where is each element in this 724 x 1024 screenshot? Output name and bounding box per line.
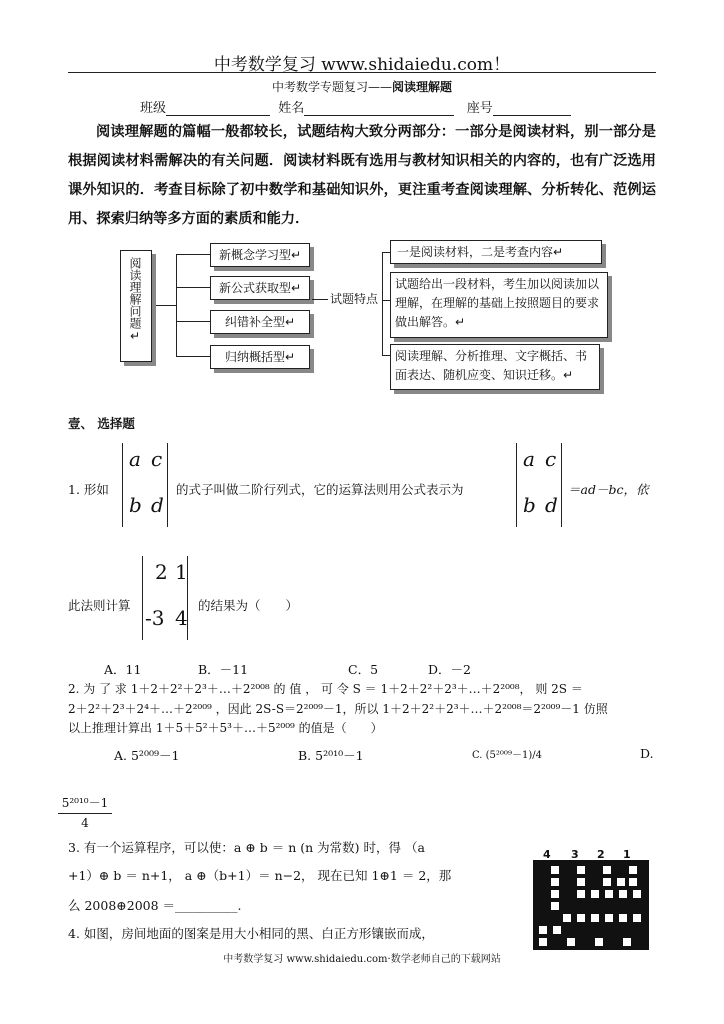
calc-a: 2 [155, 560, 168, 584]
det-a: a [129, 447, 141, 471]
type-box-4: 归纳概括型↵ [210, 345, 310, 369]
diagram-root-box [120, 250, 152, 362]
q2-line3: 以上推理计算出 1＋5＋5²＋5³＋…＋5²⁰⁰⁹ 的值是（ ） [68, 721, 383, 735]
det2-c: c [545, 447, 557, 471]
q1-option-c[interactable]: C．5 [348, 662, 379, 677]
branch-3 [176, 321, 210, 322]
col-label-1: 1 [623, 848, 631, 861]
det2-d: d [545, 493, 558, 517]
q1-option-b[interactable]: B．－11 [198, 662, 249, 677]
col-label-2: 2 [597, 848, 605, 861]
type-box-3: 纠错补全型↵ [210, 310, 310, 334]
document-subtitle [0, 78, 724, 95]
q2-option-d-fraction [58, 794, 112, 830]
fraction-denominator: 4 [81, 816, 89, 830]
note-branch-1 [382, 252, 390, 253]
branch-2 [176, 287, 210, 288]
det2-b: b [523, 493, 536, 517]
det-c: c [151, 447, 163, 471]
note-box-1: 一是阅读材料，二是考查内容↵ [390, 240, 602, 264]
q1-line2-prefix: 此法则计算 [68, 598, 131, 613]
q1-formula-determinant [516, 443, 562, 527]
calc-d: 4 [175, 606, 188, 630]
q2-option-c[interactable]: C. (5²⁰⁰⁹－1)/4 [472, 750, 542, 761]
q4-line1: 4. 如图，房间地面的图案是用大小相同的黑、白正方形镶嵌而成， [68, 926, 434, 941]
left-bracket [176, 254, 177, 357]
q2-option-d[interactable]: D. [640, 746, 654, 761]
q1-calc-determinant [142, 556, 188, 640]
note-box-3: 阅读理解、分析推理、文字概括、书面表达、随机应变、知识迁移。↵ [390, 344, 600, 390]
branch-4 [176, 356, 210, 357]
seat-label: 座号 [466, 101, 493, 116]
q2-line2: 2＋2²＋2³＋2⁴＋…＋2²⁰⁰⁹ ，因此 2S-S＝2²⁰⁰⁹－1，所以 1＋2＋2²＋2³＋…＋2²⁰⁰⁸＝2²⁰⁰⁹－1 仿照 [68, 702, 608, 716]
figure-column-labels [533, 848, 649, 860]
tile-pattern-figure [533, 848, 649, 954]
q1-formula: ＝ad－bc，依 [568, 482, 649, 497]
q1-mid-text: 的式子叫做二阶行列式，它的运算法则用公式表示为 [176, 482, 464, 497]
q1-intro: 1. 形如 [68, 482, 109, 497]
note-branch-3 [382, 355, 390, 356]
name-label: 姓名 [278, 101, 305, 116]
q3-line2: +1）⊕ b ＝ n+1， a ⊕（b+1）＝ n−2， 现在已知 1⊕1 ＝ 2，那 [68, 868, 452, 883]
q3-line1: 3. 有一个运算程序，可以使：a ⊕ b ＝ n (n 为常数) 时，得 （a [68, 840, 425, 855]
q1-determinant [122, 443, 168, 527]
note-branch-2 [382, 300, 390, 301]
page-footer: 中考数学复习 www.shidaiedu.com·数学老师自己的下载网站 [223, 954, 501, 965]
note-box-2: 试题给出一段材料，考生加以阅读加以理解，在理解的基础上按照题目的要求做出解答。↵ [390, 272, 608, 338]
intro-paragraph [68, 118, 656, 234]
header-rule [68, 72, 656, 73]
seat-blank[interactable] [493, 102, 571, 116]
det-b: b [129, 493, 142, 517]
q3-line3: 么 2008⊕2008 ＝__________. [68, 898, 242, 913]
q2-option-a[interactable]: A. 5²⁰⁰⁹－1 [114, 748, 180, 763]
q1-line2-suffix: 的结果为（ ） [198, 598, 299, 613]
calc-c: 1 [175, 560, 188, 584]
page-header: 中考数学复习 www.shidaiedu.com！ [213, 55, 511, 75]
root-connector [156, 305, 176, 306]
class-label: 班级 [140, 101, 167, 116]
q1-option-a[interactable]: A．11 [104, 662, 142, 677]
section-title: 壹、 选择题 [68, 416, 135, 431]
q1-option-d[interactable]: D．－2 [428, 662, 471, 677]
col-label-3: 3 [571, 848, 579, 861]
name-blank[interactable] [304, 102, 454, 116]
branch-1 [176, 254, 210, 255]
subtitle-prefix: 中考数学专题复习—— [271, 80, 392, 94]
tile-grid [533, 860, 649, 950]
fraction-numerator: 5²⁰¹⁰－1 [58, 794, 112, 814]
diagram-root-label: 阅读理解问题↵ [128, 257, 142, 343]
features-label: 试题特点 [328, 289, 380, 309]
student-fields [140, 97, 571, 116]
class-blank[interactable] [166, 102, 270, 116]
type-box-1: 新概念学习型↵ [210, 243, 310, 267]
features-connector [312, 299, 328, 300]
type-box-2: 新公式获取型↵ [210, 276, 310, 300]
det-d: d [151, 493, 164, 517]
col-label-4: 4 [543, 848, 551, 861]
subtitle-topic: 阅读理解题 [392, 80, 453, 94]
intro-text: 阅读理解题的篇幅一般都较长，试题结构大致分两部分：一部分是阅读材料，别一部分是根据阅读材料需解决的有关问题．阅读材料既有选用与教材知识相关的内容的，也有广泛选用课外知识的．考查目标除了初中数学和基础知识外，更注重考查阅读理解、分析转化、范例运用、探索归纳等多方面的素质和能力． [68, 124, 656, 227]
det2-a: a [523, 447, 535, 471]
q2-option-b[interactable]: B. 5²⁰¹⁰－1 [298, 748, 364, 763]
calc-b: -3 [145, 606, 165, 630]
q2-line1: 2. 为 了 求 1＋2＋2²＋2³＋…＋2²⁰⁰⁸ 的 值 ， 可 令 S ＝ 1＋2＋2²＋2³＋…＋2²⁰⁰⁸， 则 2S ＝ [68, 682, 583, 696]
right-bracket [382, 252, 383, 355]
